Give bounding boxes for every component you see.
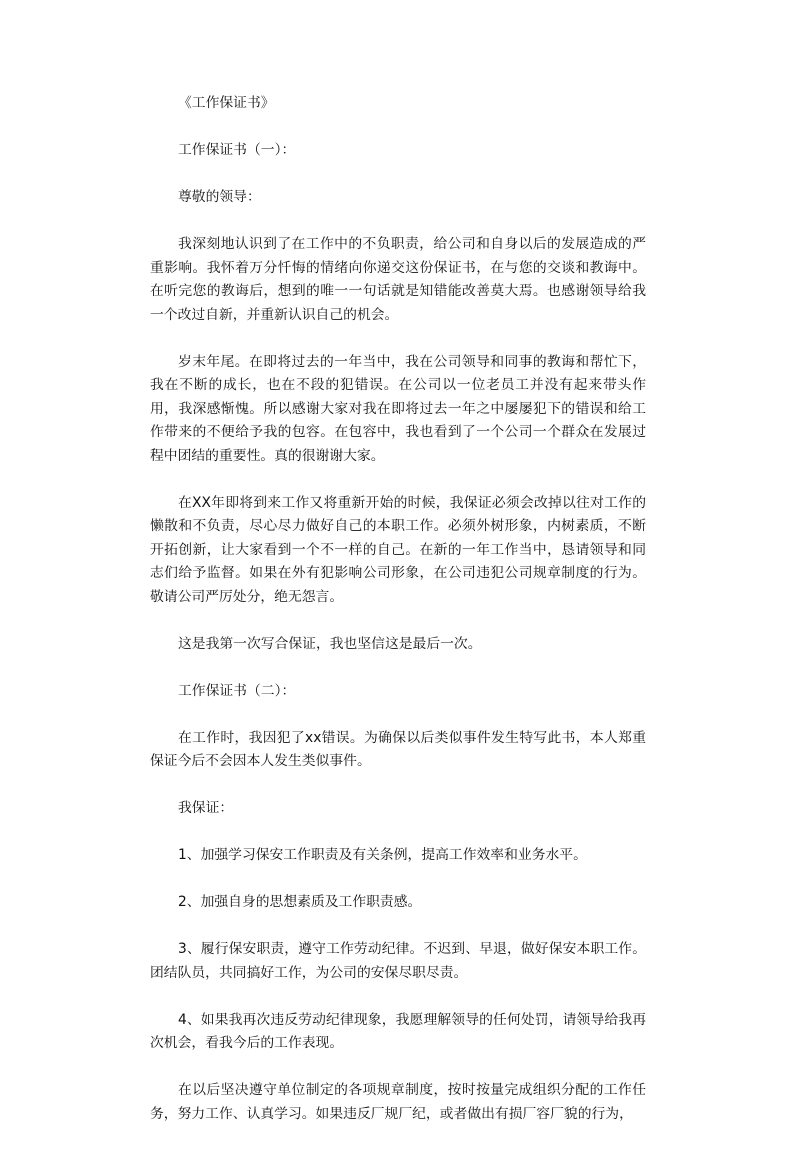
list-item: 1、加强学习保安工作职责及有关条例，提高工作效率和业务水平。 [178, 847, 587, 863]
section-heading-one: 工作保证书（一）： [178, 142, 296, 158]
salutation: 尊敬的领导： [178, 189, 261, 205]
paragraph: 我深刻地认识到了在工作中的不负职责，给公司和自身以后的发展造成的严重影响。我怀着万分忏悔的情绪向你递交这份保证书，在与您的交谈和教诲中。在听完您的教诲后，想到的唯一一句话就是知错能改善莫大焉。也感谢领导给我一个改过自新，并重新认识自己的机会。 [150, 236, 646, 323]
document-body [150, 92, 646, 1150]
list-item: 4、如果我再次违反劳动纪律现象，我愿理解领导的任何处罚，请领导给我再次机会，看我今后的工作表现。 [150, 1011, 646, 1051]
list-item: 2、加强自身的思想素质及工作职责感。 [178, 894, 422, 910]
document-title: 《工作保证书》 [178, 95, 275, 111]
paragraph: 在工作时，我因犯了xx错误。为确保以后类似事件发生特写此书，本人郑重保证今后不会因本人发生类似事件。 [150, 729, 646, 769]
paragraph: 我保证： [178, 800, 234, 816]
paragraph: 这是我第一次写合保证，我也坚信这是最后一次。 [178, 635, 482, 652]
paragraph: 在XX年即将到来工作又将重新开始的时候，我保证必须会改掉以往对工作的懒散和不负责，尽心尽力做好自己的本职工作。必须外树形象，内树素质，不断开拓创新，让大家看到一个不一样的自己。在新的一年工作当中，恳请领导和同志们给予监督。如果在外有犯影响公司形象，在公司违犯公司规章制度的行为。敬请公司严厉处分，绝无怨言。 [150, 494, 646, 605]
section-heading-two: 工作保证书（二）： [178, 682, 296, 699]
list-item: 3、履行保安职责，遵守工作劳动纪律。不迟到、早退，做好保安本职工作。团结队员，共同搞好工作，为公司的安保尽职尽责。 [150, 941, 646, 981]
paragraph: 岁末年尾。在即将过去的一年当中，我在公司领导和同事的教诲和帮忙下，我在不断的成长，也在不段的犯错误。在公司以一位老员工并没有起来带头作用，我深感惭愧。所以感谢大家对我在即将过去一年之中屡屡犯下的错误和给工作带来的不便给予我的包容。在包容中，我也看到了一个公司一个群众在发展过程中团结的重要性。真的很谢谢大家。 [150, 353, 646, 464]
paragraph: 在以后坚决遵守单位制定的各项规章制度，按时按量完成组织分配的工作任务，努力工作、认真学习。如果违反厂规厂纪，或者做出有损厂容厂貌的行为， [150, 1082, 646, 1122]
